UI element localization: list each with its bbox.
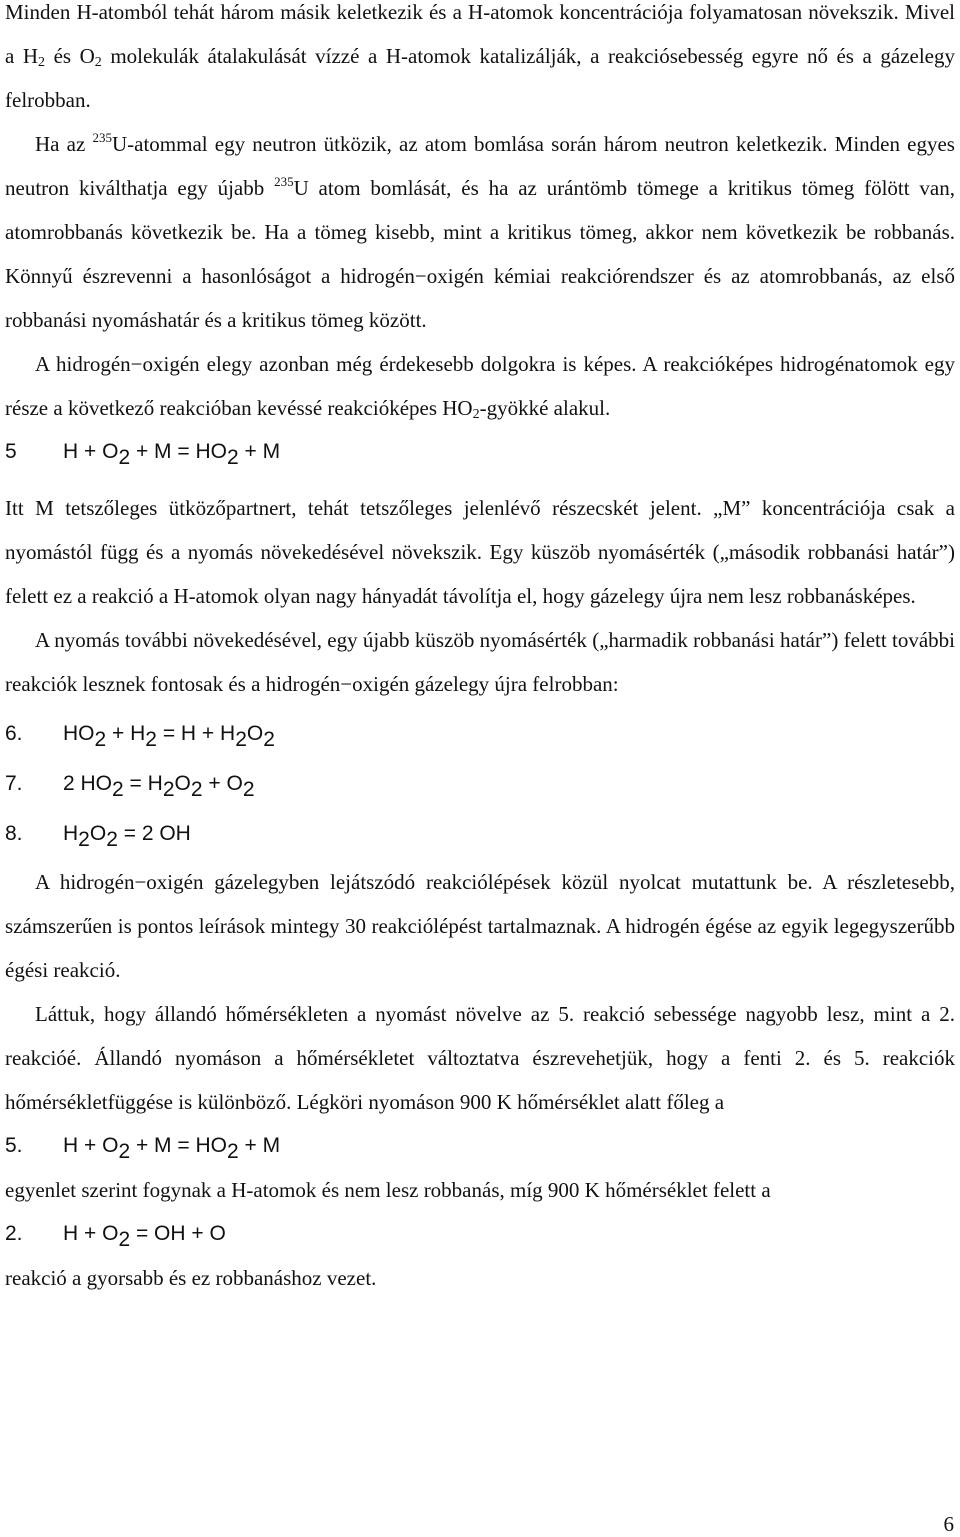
equation-body: $H + O_2 + M = HO_2 + M$ <box>63 1134 281 1163</box>
equation-body: $H + O_2 + M = HO_2 + M$ <box>63 440 281 469</box>
page-number: 6 <box>943 1512 954 1536</box>
equation-number: 2. <box>5 1222 23 1245</box>
paragraph-3: A hidrogén−oxigén elegy azonban még érdekesebb dolgokra is képes. A reakcióképes hidrogénatomok egy része a következő reakcióban kevéssé reakcióképes $HO_2$-gyökké alakul. <box>5 352 955 422</box>
equation-number: 6. <box>5 722 23 745</box>
equation-5 <box>5 430 955 486</box>
paragraph-8: egyenlet szerint fogynak a H-atomok és nem lesz robbanás, míg 900 K hőmérséklet felett a <box>5 1178 771 1202</box>
equation-number: 5. <box>5 1134 23 1157</box>
equation-number: 7. <box>5 772 23 795</box>
equation-2 <box>5 1212 955 1256</box>
paragraph-9: reakció a gyorsabb és ez robbanáshoz vezet. <box>5 1266 377 1290</box>
paragraph-5: A nyomás további növekedésével, egy újabb küszöb nyomásérték („harmadik robbanási határ”) felett további reakciók lesznek fontosak és a hidrogén−oxigén gázelegy újra felrobban: <box>5 628 955 696</box>
equation-body: $HO_2 + H_2 = H + H_2O_2$ <box>63 722 275 751</box>
paragraph-1: Minden H-atomból tehát három másik keletkezik és a H-atomok koncentrációja folyamatosan növekszik. Mivel a $H_2$ és $O_2$ molekulák átalakulását vízzé a H-atomok katalizálják, a reakciósebesség egyre nő és a gázelegy felrobban. <box>5 0 955 112</box>
equation-7 <box>5 762 955 806</box>
equation-6 <box>5 712 955 756</box>
paragraph-6: A hidrogén−oxigén gázelegyben lejátszódó reakciólépések közül nyolcat mutattunk be. A részletesebb, számszerűen is pontos leírások mintegy 30 reakciólépést tartalmaznak. A hidrogén égése az egyik legegyszerűbb égési reakció. <box>5 870 955 982</box>
equation-body: 2 $HO_2 = H_2O_2 + O_2$ <box>63 772 255 801</box>
document-page <box>5 0 955 1300</box>
paragraph-7: Láttuk, hogy állandó hőmérsékleten a nyomást növelve az 5. reakció sebessége nagyobb lesz, mint a 2. reakcióé. Állandó nyomáson a hőmérsékletet változtatva észrevehetjük, hogy a fenti 2. és 5. reakciók hőmérsékletfüggése is különböző. Légköri nyomáson 900 K hőmérséklet alatt főleg a <box>5 1002 955 1114</box>
equation-body: $H + O_2$ = OH + O <box>63 1222 226 1251</box>
paragraph-2: Ha az $^{235}$U-atommal egy neutron ütközik, az atom bomlása során három neutron keletkezik. Minden egyes neutron kiválthatja egy újabb $^{235}$U atom bomlását, és ha az urántömb tömege a kritikus tömeg fölött van, atomrobbanás következik be. Ha a tömeg kisebb, mint a kritikus tömeg, akkor nem következik be robbanás. Könnyű észrevenni a hasonlóságot a hidrogén−oxigén kémiai reakciórendszer és az atomrobbanás, az első robbanási nyomáshatár és a kritikus tömeg között. <box>5 130 955 332</box>
paragraph-4: Itt M tetszőleges ütközőpartnert, tehát tetszőleges jelenlévő részecskét jelent. „M” koncentrációja csak a nyomástól függ és a nyomás növekedésével növekszik. Egy küszöb nyomásérték („második robbanási határ”) felett ez a reakció a H-atomok olyan nagy hányadát távolítja el, hogy gázelegy újra nem lesz robbanásképes. <box>5 496 955 608</box>
equation-number: 5 <box>5 440 17 463</box>
equation-8 <box>5 812 955 856</box>
equation-number: 8. <box>5 822 23 845</box>
equation-body: $H_2O_2 = 2$ OH <box>63 822 191 851</box>
equation-5-repeat <box>5 1124 955 1168</box>
